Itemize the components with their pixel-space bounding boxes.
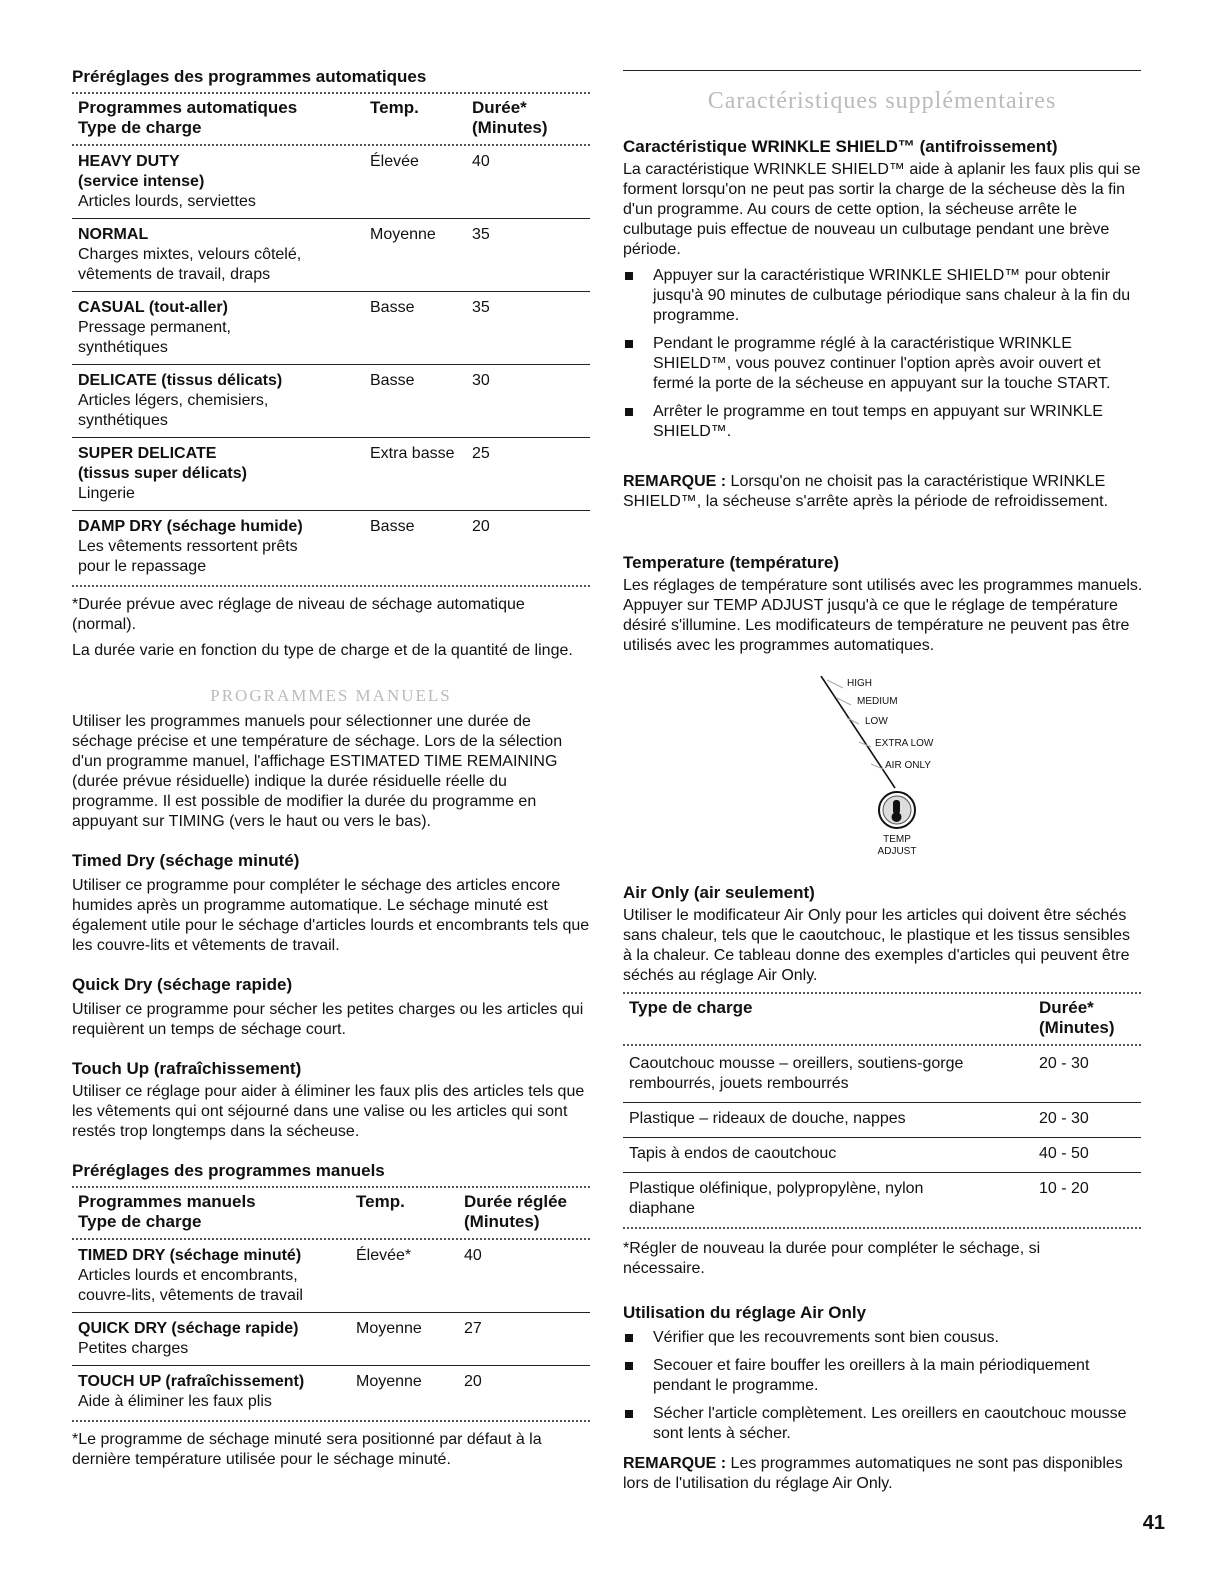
- duration-cell: 27: [464, 1320, 482, 1337]
- timed-dry-heading: Timed Dry (séchage minuté): [72, 851, 300, 870]
- duration-cell: 20 - 30: [1039, 1055, 1089, 1072]
- program-name: DAMP DRY (séchage humide): [78, 518, 303, 535]
- divider: [72, 1186, 590, 1188]
- table-row: [623, 1138, 1141, 1168]
- header-cell: Durée*: [472, 98, 527, 117]
- program-sub: (tissus super délicats): [78, 465, 247, 482]
- header-cell: Programmes manuels: [78, 1192, 256, 1211]
- load-type: rembourrés, jouets rembourrés: [629, 1075, 849, 1092]
- footnote: *Le programme de séchage minuté sera positionné par défaut à la dernière température utilisée pour le séchage minuté.: [72, 1431, 542, 1468]
- temp-cell: Moyenne: [356, 1373, 422, 1390]
- footnote: La durée varie en fonction du type de charge et de la quantité de linge.: [72, 642, 573, 659]
- duration-cell: 20 - 30: [1039, 1110, 1089, 1127]
- program-desc: Les vêtements ressortent prêts: [78, 538, 298, 555]
- temp-adjust-line: ADJUST: [877, 846, 917, 857]
- table-row: [623, 1046, 1141, 1098]
- program-name: TIMED DRY (séchage minuté): [78, 1247, 302, 1264]
- program-desc: Petites charges: [78, 1340, 189, 1357]
- header-cell: (Minutes): [464, 1212, 540, 1231]
- temp-level-label: MEDIUM: [857, 696, 898, 707]
- program-desc: synthétiques: [78, 339, 168, 356]
- divider: [72, 585, 590, 587]
- program-desc: synthétiques: [78, 412, 168, 429]
- temperature-text: Les réglages de température sont utilisés avec les programmes manuels. Appuyer sur TEMP ADJUST jusqu'à ce que le réglage de température désiré s'illumine. Les modificateurs de température ne peuvent pas être utilisés avec les programmes automatiques.: [623, 577, 1143, 654]
- program-desc: Lingerie: [78, 485, 135, 502]
- divider: [623, 70, 1141, 71]
- program-name: HEAVY DUTY: [78, 153, 180, 170]
- temp-level-label: AIR ONLY: [885, 760, 931, 771]
- temp-cell: Basse: [370, 372, 415, 389]
- program-desc: couvre-lits, vêtements de travail: [78, 1287, 303, 1304]
- header-cell: Durée réglée: [464, 1192, 567, 1211]
- header-cell: Programmes automatiques: [78, 98, 298, 117]
- air-only-heading: Air Only (air seulement): [623, 883, 815, 902]
- header-cell: Temp.: [356, 1192, 405, 1211]
- remark-1: [623, 472, 1143, 512]
- temp-cell: Moyenne: [356, 1320, 422, 1337]
- program-desc: Charges mixtes, velours côtelé,: [78, 246, 302, 263]
- temp-cell: Élevée: [370, 153, 419, 170]
- table-row: [72, 219, 590, 287]
- program-name: TOUCH UP (rafraîchissement): [78, 1373, 305, 1390]
- remark-text: Les programmes automatiques ne sont pas disponibles lors de l'utilisation du réglage Air Only.: [623, 1455, 1123, 1492]
- program-desc: Aide à éliminer les faux plis: [78, 1393, 272, 1410]
- table-row: [623, 1103, 1141, 1133]
- auto-presets-table: [72, 98, 590, 661]
- temp-level-label: HIGH: [847, 678, 872, 689]
- auto-presets-heading: Préréglages des programmes automatiques: [72, 67, 427, 86]
- table-header: [72, 98, 590, 138]
- quick-dry-heading: Quick Dry (séchage rapide): [72, 975, 293, 994]
- program-name: CASUAL (tout-aller): [78, 299, 228, 316]
- air-only-text: Utiliser le modificateur Air Only pour les articles qui doivent être séchés sans chaleur, tels que le caoutchouc, le plastique et les tissus sensibles à la chaleur. Ce tableau donne des exemples d'articles qui peuvent être séchés au réglage Air Only.: [623, 907, 1130, 984]
- duration-cell: 20: [472, 518, 490, 535]
- wrinkle-shield-heading: Caractéristique WRINKLE SHIELD™ (antifroissement): [623, 137, 1058, 156]
- header-cell: Type de charge: [78, 118, 202, 137]
- temp-cell: Basse: [370, 518, 415, 535]
- header-cell: Type de charge: [78, 1212, 202, 1231]
- load-type: Caoutchouc mousse – oreillers, soutiens-gorge: [629, 1055, 964, 1072]
- touch-up-heading: Touch Up (rafraîchissement): [72, 1059, 302, 1078]
- timed-dry-text: Utiliser ce programme pour compléter le séchage des articles encore humides après un programme automatique. Le séchage minuté est également utile pour le séchage d'articles lourds et encombrants tels que les couvre-lits et vêtements de travail.: [72, 877, 590, 954]
- header-cell: Temp.: [370, 98, 419, 117]
- duration-cell: 30: [472, 372, 490, 389]
- quick-dry-text: Utiliser ce programme pour sécher les petites charges ou les articles qui requièrent un temps de séchage court.: [72, 1001, 584, 1038]
- duration-cell: 40: [472, 153, 490, 170]
- duration-cell: 25: [472, 445, 490, 462]
- temp-control-illustration: [813, 676, 973, 876]
- header-cell: (Minutes): [1039, 1018, 1115, 1037]
- table-row: [623, 1173, 1141, 1223]
- manual-presets-heading: Préréglages des programmes manuels: [72, 1161, 385, 1180]
- wrinkle-shield-list: [623, 266, 1143, 450]
- program-name: NORMAL: [78, 226, 149, 243]
- program-desc: Articles lourds, serviettes: [78, 193, 256, 210]
- divider: [72, 1420, 590, 1422]
- temp-level-label: LOW: [865, 716, 888, 727]
- program-name: QUICK DRY (séchage rapide): [78, 1320, 299, 1337]
- temp-level-label: EXTRA LOW: [875, 738, 934, 749]
- program-desc: pour le repassage: [78, 558, 207, 575]
- list-item: Vérifier que les recouvrements sont bien cousus.: [623, 1328, 1143, 1348]
- duration-cell: 20: [464, 1373, 482, 1390]
- table-row: [72, 1366, 590, 1414]
- program-desc: Pressage permanent,: [78, 319, 231, 336]
- load-type: Tapis à endos de caoutchouc: [629, 1145, 837, 1162]
- table-row: [72, 1313, 590, 1361]
- program-desc: Articles légers, chemisiers,: [78, 392, 269, 409]
- footnote: *Durée prévue avec réglage de niveau de séchage automatique (normal).: [72, 596, 525, 633]
- program-desc: Articles lourds et encombrants,: [78, 1267, 298, 1284]
- table-row: [72, 1240, 590, 1308]
- air-only-table: [623, 998, 1141, 1279]
- remark-text: Lorsqu'on ne choisit pas la caractéristique WRINKLE SHIELD™, la sécheuse s'arrête après la période de refroidissement.: [623, 473, 1109, 510]
- wrinkle-shield-text: La caractéristique WRINKLE SHIELD™ aide à aplanir les faux plis qui se forment lorsqu'on ne peut pas sortir la charge de la sécheuse dès la fin d'un programme. Au cours de cette option, la sécheuse arrête le culbutage puis effectue de nouveau un culbutage pendant une brève période.: [623, 161, 1141, 258]
- temp-adjust-label: [875, 834, 919, 858]
- list-item: Sécher l'article complètement. Les oreillers en caoutchouc mousse sont lents à sécher.: [623, 1404, 1143, 1444]
- temp-cell: Élevée*: [356, 1247, 412, 1264]
- temp-cell: Extra basse: [370, 445, 455, 462]
- header-cell: Type de charge: [629, 998, 753, 1017]
- header-cell: (Minutes): [472, 118, 548, 137]
- duration-cell: 40 - 50: [1039, 1145, 1089, 1162]
- list-item: Arrêter le programme en tout temps en appuyant sur WRINKLE SHIELD™.: [623, 402, 1143, 442]
- table-row: [72, 511, 590, 579]
- manual-programs-title: PROGRAMMES MANUELS: [210, 686, 452, 705]
- divider: [623, 992, 1141, 994]
- load-type: diaphane: [629, 1200, 695, 1217]
- divider: [72, 92, 590, 94]
- program-sub: (service intense): [78, 173, 205, 190]
- duration-cell: 35: [472, 226, 490, 243]
- program-name: SUPER DELICATE: [78, 445, 217, 462]
- table-row: [72, 438, 590, 506]
- air-only-use-list: [623, 1328, 1143, 1452]
- temperature-heading: Temperature (température): [623, 553, 840, 572]
- temp-cell: Basse: [370, 299, 415, 316]
- manual-presets-table: [72, 1192, 590, 1470]
- duration-cell: 35: [472, 299, 490, 316]
- table-header: [72, 1192, 590, 1232]
- load-type: Plastique oléfinique, polypropylène, nylon: [629, 1180, 924, 1197]
- table-row: [72, 292, 590, 360]
- list-item: Pendant le programme réglé à la caractéristique WRINKLE SHIELD™, vous pouvez continuer l'option après avoir ouvert et fermé la porte de la sécheuse en appuyant sur la touche START.: [623, 334, 1143, 394]
- section-title: Caractéristiques supplémentaires: [707, 88, 1057, 114]
- table-row: [72, 146, 590, 214]
- manual-intro: Utiliser les programmes manuels pour sélectionner une durée de séchage précise et une température de séchage. Lors de la sélection d'un programme manuel, l'affichage ESTIMATED TIME REMAINING (durée prévue résiduelle) indique la durée résiduelle réelle du programme. Il est possible de modifier la durée du programme en appuyant sur TIMING (vers le haut ou vers le bas).: [72, 713, 563, 830]
- divider: [623, 1227, 1141, 1229]
- page-number: 41: [1142, 1512, 1165, 1534]
- list-item: Appuyer sur la caractéristique WRINKLE SHIELD™ pour obtenir jusqu'à 90 minutes de culbutage périodique sans chaleur à la fin du programme.: [623, 266, 1143, 326]
- remark-label: REMARQUE :: [623, 1455, 727, 1472]
- remark-2: [623, 1454, 1143, 1494]
- touch-up-text: Utiliser ce réglage pour aider à éliminer les faux plis des articles tels que les vêtements qui ont séjourné dans une valise ou les articles qui sont restés trop longtemps dans la sécheuse.: [72, 1083, 585, 1140]
- table-header: [623, 998, 1141, 1038]
- load-type: Plastique – rideaux de douche, nappes: [629, 1110, 906, 1127]
- duration-cell: 10 - 20: [1039, 1180, 1089, 1197]
- temp-adjust-line: TEMP: [883, 834, 911, 845]
- table-row: [72, 365, 590, 433]
- program-name: DELICATE (tissus délicats): [78, 372, 283, 389]
- temp-cell: Moyenne: [370, 226, 436, 243]
- remark-label: REMARQUE :: [623, 473, 727, 490]
- header-cell: Durée*: [1039, 998, 1094, 1017]
- air-only-use-heading: Utilisation du réglage Air Only: [623, 1303, 867, 1322]
- program-desc: vêtements de travail, draps: [78, 266, 271, 283]
- duration-cell: 40: [464, 1247, 482, 1264]
- list-item: Secouer et faire bouffer les oreillers à la main périodiquement pendant le programme.: [623, 1356, 1143, 1396]
- footnote: *Régler de nouveau la durée pour compléter le séchage, si nécessaire.: [623, 1240, 1041, 1277]
